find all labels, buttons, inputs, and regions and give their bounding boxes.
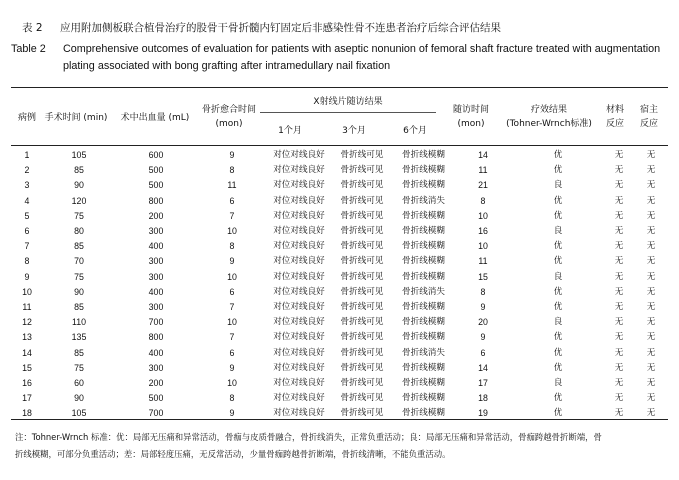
cell-material-reaction: 无 [614, 332, 624, 343]
cell-host-reaction: 无 [646, 210, 656, 221]
cell-xray-6-month: 骨折线模糊 [402, 165, 445, 176]
table-row [11, 163, 668, 178]
cell-xray-3-month: 骨折线可见 [340, 256, 384, 267]
cell-host-reaction: 无 [646, 286, 656, 297]
cell-followup: 8 [480, 195, 486, 206]
header-month-1: 1个月 [278, 126, 302, 136]
cell-material-reaction: 无 [614, 271, 624, 282]
cell-followup: 14 [478, 362, 488, 373]
table-row [11, 330, 668, 345]
cell-blood-loss: 300 [148, 302, 164, 313]
cell-xray-3-month: 骨折线可见 [340, 195, 384, 206]
cell-union-time: 7 [229, 302, 235, 313]
cell-material-reaction: 无 [614, 302, 624, 313]
cell-material-reaction: 无 [614, 241, 624, 252]
cell-xray-6-month: 骨折线模糊 [402, 226, 445, 237]
footnote-line-2: 折线模糊，可部分负重活动；差：局部轻度压痛，无反常活动，少量骨痂跨越骨折断端，骨折线清晰，不能负重活动。 [15, 449, 451, 459]
cell-op-time: 110 [71, 317, 87, 328]
cell-followup: 21 [478, 180, 488, 191]
cell-xray-6-month: 骨折线模糊 [402, 378, 445, 389]
cell-efficacy: 良 [553, 180, 563, 191]
header-followup [444, 103, 498, 131]
cell-op-time: 75 [74, 362, 84, 373]
cell-xray-1-month: 对位对线良好 [273, 256, 325, 267]
cell-case: 7 [24, 241, 30, 252]
table-caption-english [11, 41, 671, 75]
cell-blood-loss: 500 [148, 393, 164, 404]
cell-xray-1-month: 对位对线良好 [273, 195, 325, 206]
cell-followup: 6 [480, 347, 486, 358]
cell-union-time: 7 [229, 332, 235, 343]
cell-xray-3-month: 骨折线可见 [340, 271, 384, 282]
header-efficacy [505, 103, 593, 131]
cell-union-time: 11 [227, 180, 237, 191]
cell-xray-3-month: 骨折线可见 [340, 150, 384, 160]
cell-case: 6 [24, 226, 30, 237]
header-followup-line1: 随访时间 [452, 105, 489, 115]
table-row [11, 285, 668, 300]
table-row [11, 148, 668, 163]
cell-material-reaction: 无 [614, 393, 624, 404]
cell-union-time: 9 [229, 256, 235, 267]
cell-xray-6-month: 骨折线模糊 [402, 271, 445, 282]
cell-xray-1-month: 对位对线良好 [273, 286, 325, 297]
cell-efficacy: 优 [553, 347, 563, 358]
cell-host-reaction: 无 [646, 195, 656, 206]
cell-followup: 20 [478, 317, 488, 328]
cell-xray-1-month: 对位对线良好 [273, 408, 325, 419]
cell-blood-loss: 400 [148, 241, 164, 252]
cell-op-time: 60 [74, 378, 84, 389]
table-row [11, 391, 668, 406]
cell-op-time: 90 [74, 393, 84, 404]
header-xray: X射线片随访结果 [313, 97, 383, 107]
cell-efficacy: 优 [553, 302, 563, 313]
cell-case: 15 [22, 362, 32, 373]
header-union-time [193, 103, 265, 131]
cell-case: 5 [24, 210, 30, 221]
cell-xray-6-month: 骨折线模糊 [402, 408, 445, 419]
cell-union-time: 9 [229, 408, 235, 419]
outcomes-table [11, 148, 668, 422]
cell-material-reaction: 无 [614, 165, 624, 176]
cell-case: 13 [22, 332, 32, 343]
cell-xray-3-month: 骨折线可见 [340, 393, 384, 404]
header-month-3: 3个月 [342, 126, 366, 136]
cell-host-reaction: 无 [646, 408, 656, 419]
cell-host-reaction: 无 [646, 393, 656, 404]
cell-host-reaction: 无 [646, 302, 656, 313]
cell-xray-1-month: 对位对线良好 [273, 271, 325, 282]
table-row [11, 194, 668, 209]
cell-xray-1-month: 对位对线良好 [273, 241, 325, 252]
cell-xray-1-month: 对位对线良好 [273, 393, 325, 404]
cell-blood-loss: 300 [148, 362, 164, 373]
table-row [11, 254, 668, 269]
cell-efficacy: 优 [553, 256, 563, 267]
table-bottom-rule [11, 419, 668, 420]
cell-op-time: 105 [71, 408, 87, 419]
cell-case: 14 [22, 347, 32, 358]
cell-case: 2 [24, 165, 30, 176]
cell-followup: 16 [478, 226, 488, 237]
cell-xray-1-month: 对位对线良好 [273, 378, 325, 389]
cell-xray-6-month: 骨折线模糊 [402, 210, 445, 221]
cell-op-time: 75 [74, 271, 84, 282]
cell-efficacy: 优 [553, 165, 563, 176]
table-header-rule [11, 145, 668, 146]
cell-op-time: 80 [74, 226, 84, 237]
cell-host-reaction: 无 [646, 378, 656, 389]
cell-blood-loss: 200 [148, 210, 164, 221]
cell-union-time: 9 [229, 150, 235, 160]
cell-material-reaction: 无 [614, 150, 624, 160]
cell-efficacy: 优 [553, 286, 563, 297]
cell-blood-loss: 300 [148, 256, 164, 267]
header-xray-rule [260, 112, 436, 113]
header-host-line2: 反应 [639, 119, 658, 129]
cell-material-reaction: 无 [614, 210, 624, 221]
cell-followup: 17 [478, 378, 488, 389]
cell-followup: 18 [478, 393, 488, 404]
cell-xray-6-month: 骨折线模糊 [402, 302, 445, 313]
cell-case: 18 [22, 408, 32, 419]
cell-material-reaction: 无 [614, 408, 624, 419]
cell-followup: 10 [478, 241, 488, 252]
cell-blood-loss: 300 [148, 226, 164, 237]
cell-efficacy: 优 [553, 408, 563, 419]
cell-union-time: 10 [227, 226, 237, 237]
cell-efficacy: 优 [553, 150, 563, 160]
cell-xray-3-month: 骨折线可见 [340, 378, 384, 389]
table-title-chinese: 应用附加侧板联合植骨治疗的股骨干骨折髓内钉固定后非感染性骨不连患者治疗后综合评估结果 [60, 22, 501, 34]
table-row [11, 376, 668, 391]
cell-blood-loss: 600 [148, 150, 164, 160]
cell-blood-loss: 700 [148, 408, 164, 419]
cell-blood-loss: 500 [148, 180, 164, 191]
cell-efficacy: 良 [553, 271, 563, 282]
cell-followup: 8 [480, 286, 486, 297]
cell-xray-6-month: 骨折线模糊 [402, 241, 445, 252]
cell-xray-3-month: 骨折线可见 [340, 210, 384, 221]
header-host-line1: 宿主 [639, 105, 658, 115]
cell-case: 1 [24, 150, 30, 160]
table-row [11, 224, 668, 239]
cell-union-time: 8 [229, 241, 235, 252]
cell-xray-1-month: 对位对线良好 [273, 210, 325, 221]
cell-host-reaction: 无 [646, 347, 656, 358]
cell-xray-6-month: 骨折线消失 [402, 347, 445, 358]
cell-host-reaction: 无 [646, 271, 656, 282]
cell-material-reaction: 无 [614, 286, 624, 297]
cell-op-time: 90 [74, 180, 84, 191]
cell-union-time: 8 [229, 393, 235, 404]
cell-material-reaction: 无 [614, 362, 624, 373]
cell-xray-1-month: 对位对线良好 [273, 347, 325, 358]
cell-material-reaction: 无 [614, 226, 624, 237]
cell-union-time: 6 [229, 195, 235, 206]
cell-op-time: 135 [71, 332, 87, 343]
cell-case: 4 [24, 195, 30, 206]
header-union-time-line2: (mon) [215, 119, 243, 129]
cell-op-time: 85 [74, 302, 84, 313]
cell-material-reaction: 无 [614, 195, 624, 206]
cell-case: 11 [22, 302, 32, 313]
cell-blood-loss: 800 [148, 332, 164, 343]
cell-followup: 9 [480, 332, 486, 343]
cell-case: 12 [22, 317, 32, 328]
table-row [11, 209, 668, 224]
cell-op-time: 90 [74, 286, 84, 297]
cell-op-time: 85 [74, 241, 84, 252]
cell-efficacy: 良 [553, 317, 563, 328]
cell-xray-3-month: 骨折线可见 [340, 241, 384, 252]
cell-material-reaction: 无 [614, 180, 624, 191]
cell-efficacy: 优 [553, 393, 563, 404]
cell-followup: 19 [478, 408, 488, 419]
cell-op-time: 85 [74, 165, 84, 176]
cell-xray-6-month: 骨折线消失 [402, 195, 445, 206]
cell-union-time: 7 [229, 210, 235, 221]
cell-xray-6-month: 骨折线消失 [402, 286, 445, 297]
cell-material-reaction: 无 [614, 347, 624, 358]
table-label-chinese: 表 2 [22, 22, 43, 34]
cell-xray-3-month: 骨折线可见 [340, 180, 384, 191]
header-material-line2: 反应 [605, 119, 624, 129]
cell-xray-6-month: 骨折线模糊 [402, 362, 445, 373]
table-row [11, 239, 668, 254]
cell-blood-loss: 300 [148, 271, 164, 282]
cell-xray-6-month: 骨折线模糊 [402, 256, 445, 267]
cell-union-time: 10 [227, 317, 237, 328]
cell-xray-3-month: 骨折线可见 [340, 332, 384, 343]
cell-xray-3-month: 骨折线可见 [340, 165, 384, 176]
cell-case: 8 [24, 256, 30, 267]
header-host [634, 103, 664, 131]
cell-efficacy: 优 [553, 210, 563, 221]
cell-followup: 14 [478, 150, 488, 160]
cell-followup: 11 [478, 165, 488, 176]
table-row [11, 270, 668, 285]
cell-xray-3-month: 骨折线可见 [340, 286, 384, 297]
cell-blood-loss: 400 [148, 286, 164, 297]
cell-followup: 15 [478, 271, 488, 282]
header-op-time: 手术时间 (min) [44, 113, 108, 123]
header-union-time-line1: 骨折愈合时间 [201, 105, 256, 115]
cell-host-reaction: 无 [646, 332, 656, 343]
cell-efficacy: 良 [553, 378, 563, 389]
cell-efficacy: 优 [553, 332, 563, 343]
cell-followup: 9 [480, 302, 486, 313]
cell-host-reaction: 无 [646, 362, 656, 373]
cell-op-time: 70 [74, 256, 84, 267]
cell-host-reaction: 无 [646, 241, 656, 252]
cell-efficacy: 良 [553, 226, 563, 237]
cell-xray-1-month: 对位对线良好 [273, 180, 325, 191]
cell-case: 16 [22, 378, 32, 389]
header-efficacy-line2: (Tohner-Wrnch标准) [506, 119, 592, 129]
cell-xray-1-month: 对位对线良好 [273, 302, 325, 313]
cell-case: 9 [24, 271, 30, 282]
cell-blood-loss: 200 [148, 378, 164, 389]
cell-op-time: 75 [74, 210, 84, 221]
cell-xray-3-month: 骨折线可见 [340, 317, 384, 328]
cell-material-reaction: 无 [614, 378, 624, 389]
cell-host-reaction: 无 [646, 256, 656, 267]
cell-xray-6-month: 骨折线模糊 [402, 332, 445, 343]
header-material [600, 103, 630, 131]
table-row [11, 346, 668, 361]
table-top-rule [11, 87, 668, 88]
cell-blood-loss: 500 [148, 165, 164, 176]
cell-xray-1-month: 对位对线良好 [273, 226, 325, 237]
header-month-6: 6个月 [403, 126, 427, 136]
cell-case: 3 [24, 180, 30, 191]
cell-union-time: 9 [229, 362, 235, 373]
header-material-line1: 材料 [605, 105, 624, 115]
cell-xray-3-month: 骨折线可见 [340, 362, 384, 373]
cell-union-time: 8 [229, 165, 235, 176]
table-footnote [15, 429, 667, 463]
table-label-english: Table 2 [11, 43, 46, 55]
cell-host-reaction: 无 [646, 180, 656, 191]
cell-xray-3-month: 骨折线可见 [340, 347, 384, 358]
cell-union-time: 6 [229, 347, 235, 358]
cell-followup: 11 [478, 256, 488, 267]
header-efficacy-line1: 疗效结果 [530, 105, 567, 115]
table-caption-chinese [22, 20, 501, 35]
footnote-line-1: 注：Tohner-Wrnch 标准：优：局部无压痛和异常活动，骨痂与皮质骨融合，骨折线消失，正常负重活动；良：局部无压痛和异常活动，骨痂跨越骨折断端，骨 [15, 432, 602, 442]
cell-union-time: 10 [227, 378, 237, 389]
cell-xray-6-month: 骨折线模糊 [402, 393, 445, 404]
cell-xray-6-month: 骨折线模糊 [402, 180, 445, 191]
table-row [11, 178, 668, 193]
table-row [11, 315, 668, 330]
cell-op-time: 105 [71, 150, 87, 160]
table-title-english: Comprehensive outcomes of evaluation for patients with aseptic nonunion of femoral shaft fracture treated with augmentation plating associated with bong grafting after intramedullary nail fixation [63, 43, 661, 72]
cell-material-reaction: 无 [614, 317, 624, 328]
cell-followup: 10 [478, 210, 488, 221]
cell-union-time: 6 [229, 286, 235, 297]
cell-host-reaction: 无 [646, 226, 656, 237]
cell-op-time: 120 [71, 195, 87, 206]
cell-xray-1-month: 对位对线良好 [273, 332, 325, 343]
cell-xray-3-month: 骨折线可见 [340, 302, 384, 313]
cell-op-time: 85 [74, 347, 84, 358]
cell-host-reaction: 无 [646, 165, 656, 176]
cell-host-reaction: 无 [646, 150, 656, 160]
cell-host-reaction: 无 [646, 317, 656, 328]
header-followup-line2: (mon) [457, 119, 485, 129]
cell-efficacy: 优 [553, 241, 563, 252]
cell-xray-6-month: 骨折线模糊 [402, 150, 445, 160]
cell-blood-loss: 400 [148, 347, 164, 358]
cell-xray-1-month: 对位对线良好 [273, 362, 325, 373]
cell-xray-3-month: 骨折线可见 [340, 408, 384, 419]
cell-xray-3-month: 骨折线可见 [340, 226, 384, 237]
table-row [11, 361, 668, 376]
cell-union-time: 10 [227, 271, 237, 282]
header-case: 病例 [17, 113, 36, 123]
cell-blood-loss: 800 [148, 195, 164, 206]
cell-xray-1-month: 对位对线良好 [273, 165, 325, 176]
cell-efficacy: 优 [553, 362, 563, 373]
table-row [11, 300, 668, 315]
cell-case: 10 [22, 286, 32, 297]
cell-xray-1-month: 对位对线良好 [273, 150, 325, 160]
header-blood-loss: 术中出血量 (mL) [120, 113, 190, 123]
cell-material-reaction: 无 [614, 256, 624, 267]
cell-xray-1-month: 对位对线良好 [273, 317, 325, 328]
cell-xray-6-month: 骨折线模糊 [402, 317, 445, 328]
cell-case: 17 [22, 393, 32, 404]
cell-efficacy: 优 [553, 195, 563, 206]
cell-blood-loss: 700 [148, 317, 164, 328]
